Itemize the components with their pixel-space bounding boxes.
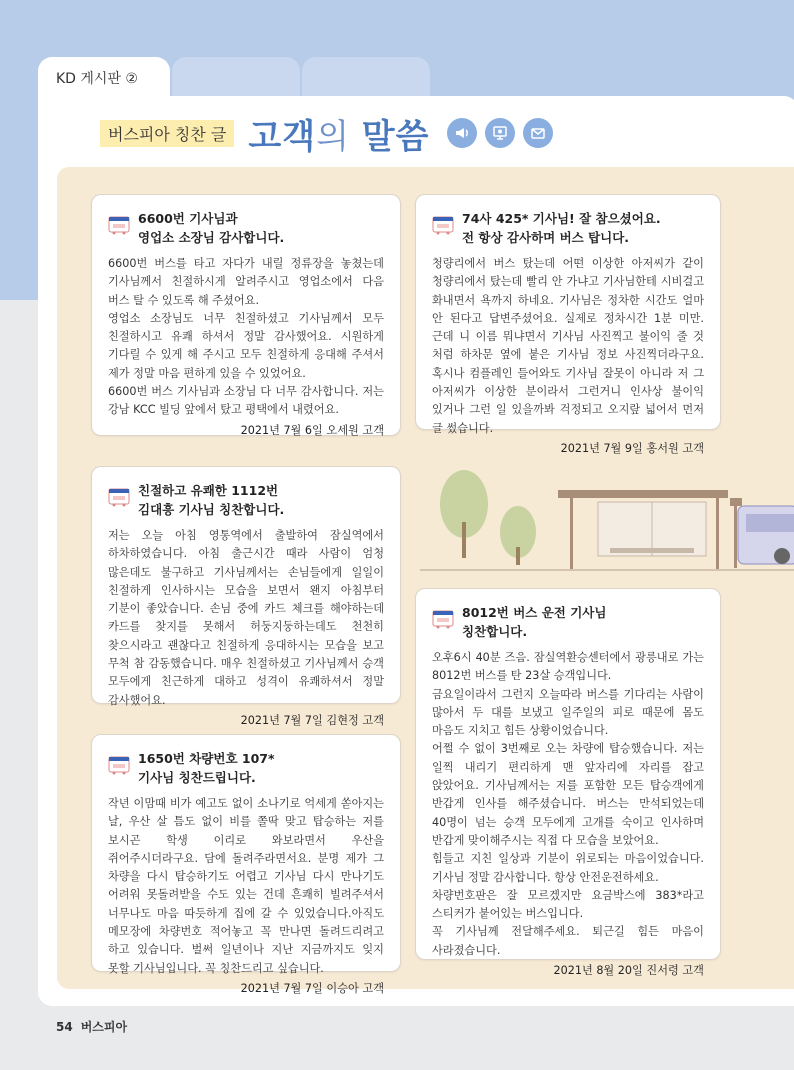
section-tab-2 bbox=[172, 57, 300, 101]
page-header bbox=[100, 110, 553, 156]
card-paragraph: 영업소 소장님도 너무 친절하셨고 기사님께서 모두 친절하시고 유쾌 하셔서 정말 감사했어요. 시원하게 기다릴 수 있게 해 주시고 모두 친절하게 응대해 주셔서 제가 정말 마음 편하게 있을 수 있었어요. bbox=[108, 311, 384, 380]
card-paragraph: 청량리에서 버스 탔는데 어떤 이상한 아저씨가 같이 청량리에서 탔는데 빨리 안 가냐고 기사님한테 시비걸고 화내면서 욕까지 하네요. 기사님은 정차한 시간도 얼마 안 된다고 답변주셨어요. 실제로 정차시간 1분 미만. 근데 니 이름 뭐냐면서 기사님 사진찍고 불이익 줄 것 처럼 하차문 옆에 붙은 기사님 정보 사진찍더라구요. 혹시나 컴플레인 들어와도 기사님 잘못이 아니라 저 그 아저씨가 이상한 분이라서 그런거니 인사상 불이익 있거나 그런 일 있을까봐 걱정되고 오지랖 넓어서 먼저 글 썼습니다. bbox=[432, 257, 704, 435]
card-title-line2: 칭찬합니다. bbox=[462, 624, 528, 639]
review-card-5 bbox=[415, 588, 721, 978]
card-signature: 2021년 7월 7일 김현정 고객 bbox=[240, 713, 384, 727]
bus-badge-icon bbox=[108, 486, 130, 508]
card-paragraph: 6600번 버스 기사님과 소장님 다 너무 감사합니다. 저는 강남 KCC 빌딩 앞에서 탔고 평택에서 내렸어요. bbox=[108, 385, 384, 417]
card-signature: 2021년 7월 7일 이승아 고객 bbox=[240, 981, 384, 995]
review-card-3 bbox=[91, 466, 401, 727]
card-title-line2: 기사님 칭찬드립니다. bbox=[138, 770, 256, 785]
card-paragraph: 저는 오늘 아침 영통역에서 출발하여 잠실역에서 하차하였습니다. 아침 출근시간 때라 사람이 엄청 많은데도 불구하고 기사님께서는 손님들에게 일일이 친절하게 인사하시는 모습을 보면서 왠지 아침부터 기분이 좋았습니다. 손님 중에 카드 체크를 해야하는데 카드를 찾지를 못해서 허둥지둥하는데도 천천히 찾으시라고 괜찮다고 친절하게 응대하시는 모습을 보고 무척 참 감동했습니다. 매우 친절하셨고 기사님께서 승객 모두에게 친근하게 대하고 성격이 유쾌하셔서 정말 감사했어요. bbox=[108, 529, 384, 707]
card-signature: 2021년 8월 20일 진서령 고객 bbox=[553, 964, 704, 978]
review-card-4 bbox=[91, 734, 401, 995]
bus-badge-icon bbox=[108, 214, 130, 236]
card-body bbox=[432, 649, 704, 960]
card-title-line2: 전 항상 감사하며 버스 탑니다. bbox=[462, 230, 630, 245]
card-paragraph: 차량번호판은 잘 모르겠지만 요금박스에 383*라고 스티커가 붙어있는 버스입니다. bbox=[432, 888, 704, 921]
bus-badge-icon bbox=[432, 214, 454, 236]
megaphone-icon bbox=[447, 118, 477, 148]
card-title-line1: 친절하고 유쾌한 1112번 bbox=[138, 483, 279, 498]
card-title-line1: 1650번 차량번호 107* bbox=[138, 751, 275, 766]
card-head bbox=[432, 209, 704, 247]
mail-icon bbox=[523, 118, 553, 148]
card-paragraph: 어쩔 수 없이 3번째로 오는 차량에 탑승했습니다. 저는 일찍 내리기 편리하게 맨 앞자리에 자리를 잡고 앉았어요. 기사님께서는 저를 포함한 모든 탑승객에게 반갑게 인사를 해주셨습니다. 버스는 만석되었는데 40명이 넘는 승객 모두에게 고개를 숙이고 인사하며 반갑게 맞이해주시는 직접 다 모습을 보았어요. bbox=[432, 742, 704, 847]
page-subtitle: 버스피아 칭찬 글 bbox=[100, 120, 234, 147]
card-paragraph: 오후6시 40분 즈음. 잠실역환승센터에서 광릉내로 가는 8012번 버스를 탄 23살 승객입니다. bbox=[432, 651, 704, 683]
title-end: 말씀 bbox=[361, 116, 430, 157]
card-head bbox=[432, 603, 704, 641]
card-paragraph: 힘들고 지친 일상과 기분이 위로되는 마음이었습니다. 기사님 정말 감사합니다. 항상 안전운전하세요. bbox=[432, 852, 704, 884]
card-title-line2: 영업소 소장님 감사합니다. bbox=[138, 230, 285, 245]
section-tab-3 bbox=[302, 57, 430, 101]
card-signature: 2021년 7월 9일 홍서원 고객 bbox=[560, 441, 704, 455]
bus-badge-icon bbox=[432, 608, 454, 630]
card-body bbox=[108, 527, 384, 710]
card-body bbox=[108, 255, 384, 420]
review-card-1 bbox=[91, 194, 401, 436]
card-title-line1: 74사 425* 기사님! 잘 참으셨어요. bbox=[462, 211, 661, 226]
bus-badge-icon bbox=[108, 754, 130, 776]
section-label: KD 게시판 ② bbox=[56, 71, 138, 87]
card-paragraph: 꼭 기사님께 전달해주세요. 퇴근길 힘든 마음이 사라졌습니다. bbox=[432, 925, 704, 957]
page-title bbox=[248, 109, 429, 158]
page-footer bbox=[56, 1018, 135, 1035]
card-head bbox=[108, 481, 384, 519]
title-strong: 고객 bbox=[248, 116, 317, 157]
card-paragraph: 금요일이라서 그런지 오늘따라 버스를 기다리는 사람이 많아서 두 대를 보냈고 일주일의 피로 때문에 몸도 마음도 지치고 힘든 상황이었습니다. bbox=[432, 687, 704, 738]
magazine-name: 버스피아 bbox=[80, 1020, 128, 1034]
card-signature: 2021년 7월 6일 오세원 고객 bbox=[240, 423, 384, 437]
card-paragraph: 6600번 버스를 타고 자다가 내릴 정류장을 놓쳤는데 기사님께서 친절하시게 알려주시고 영업소에서 다음 버스 탈 수 있도록 해 주셨어요. bbox=[108, 257, 384, 307]
card-title-line1: 6600번 기사님과 bbox=[138, 211, 238, 226]
title-soft: 의 bbox=[316, 116, 362, 157]
bus-stop-illustration bbox=[420, 462, 794, 582]
card-head bbox=[108, 209, 384, 247]
card-title-line1: 8012번 버스 운전 기사님 bbox=[462, 605, 607, 620]
review-card-2 bbox=[415, 194, 721, 455]
card-paragraph: 작년 이맘때 비가 예고도 없이 소나기로 억세게 쏟아지는 날, 우산 살 틈도 없이 비를 쫄딱 맞고 탑승하는 저를 보시곤 학생 이리로 와보라면서 우산을 쥐어주시더라구요. 담에 돌려주라면서요. 분명 제가 그 차량을 다시 탑승하기도 어렵고 기사님 다시 만나기도 어려워 못돌려받을 수도 있는 건데 흔쾌히 빌려주셔서 너무나도 마음 따듯하게 집에 갈 수 있었습니다.아직도 메모장에 차량번호 적어놓고 꼭 만나면 돌려드리려고 하고 있습니다. 벌써 일년이나 지난 지금까지도 잊지 못할 기사님입니다. 꼭 칭찬드리고 싶습니다. bbox=[108, 797, 384, 975]
presentation-icon bbox=[485, 118, 515, 148]
card-head bbox=[108, 749, 384, 787]
page-number: 54 bbox=[56, 1020, 73, 1034]
card-title-line2: 김대흥 기사님 칭찬합니다. bbox=[138, 502, 285, 517]
card-body bbox=[108, 795, 384, 978]
card-body bbox=[432, 255, 704, 438]
header-icons bbox=[447, 118, 553, 148]
